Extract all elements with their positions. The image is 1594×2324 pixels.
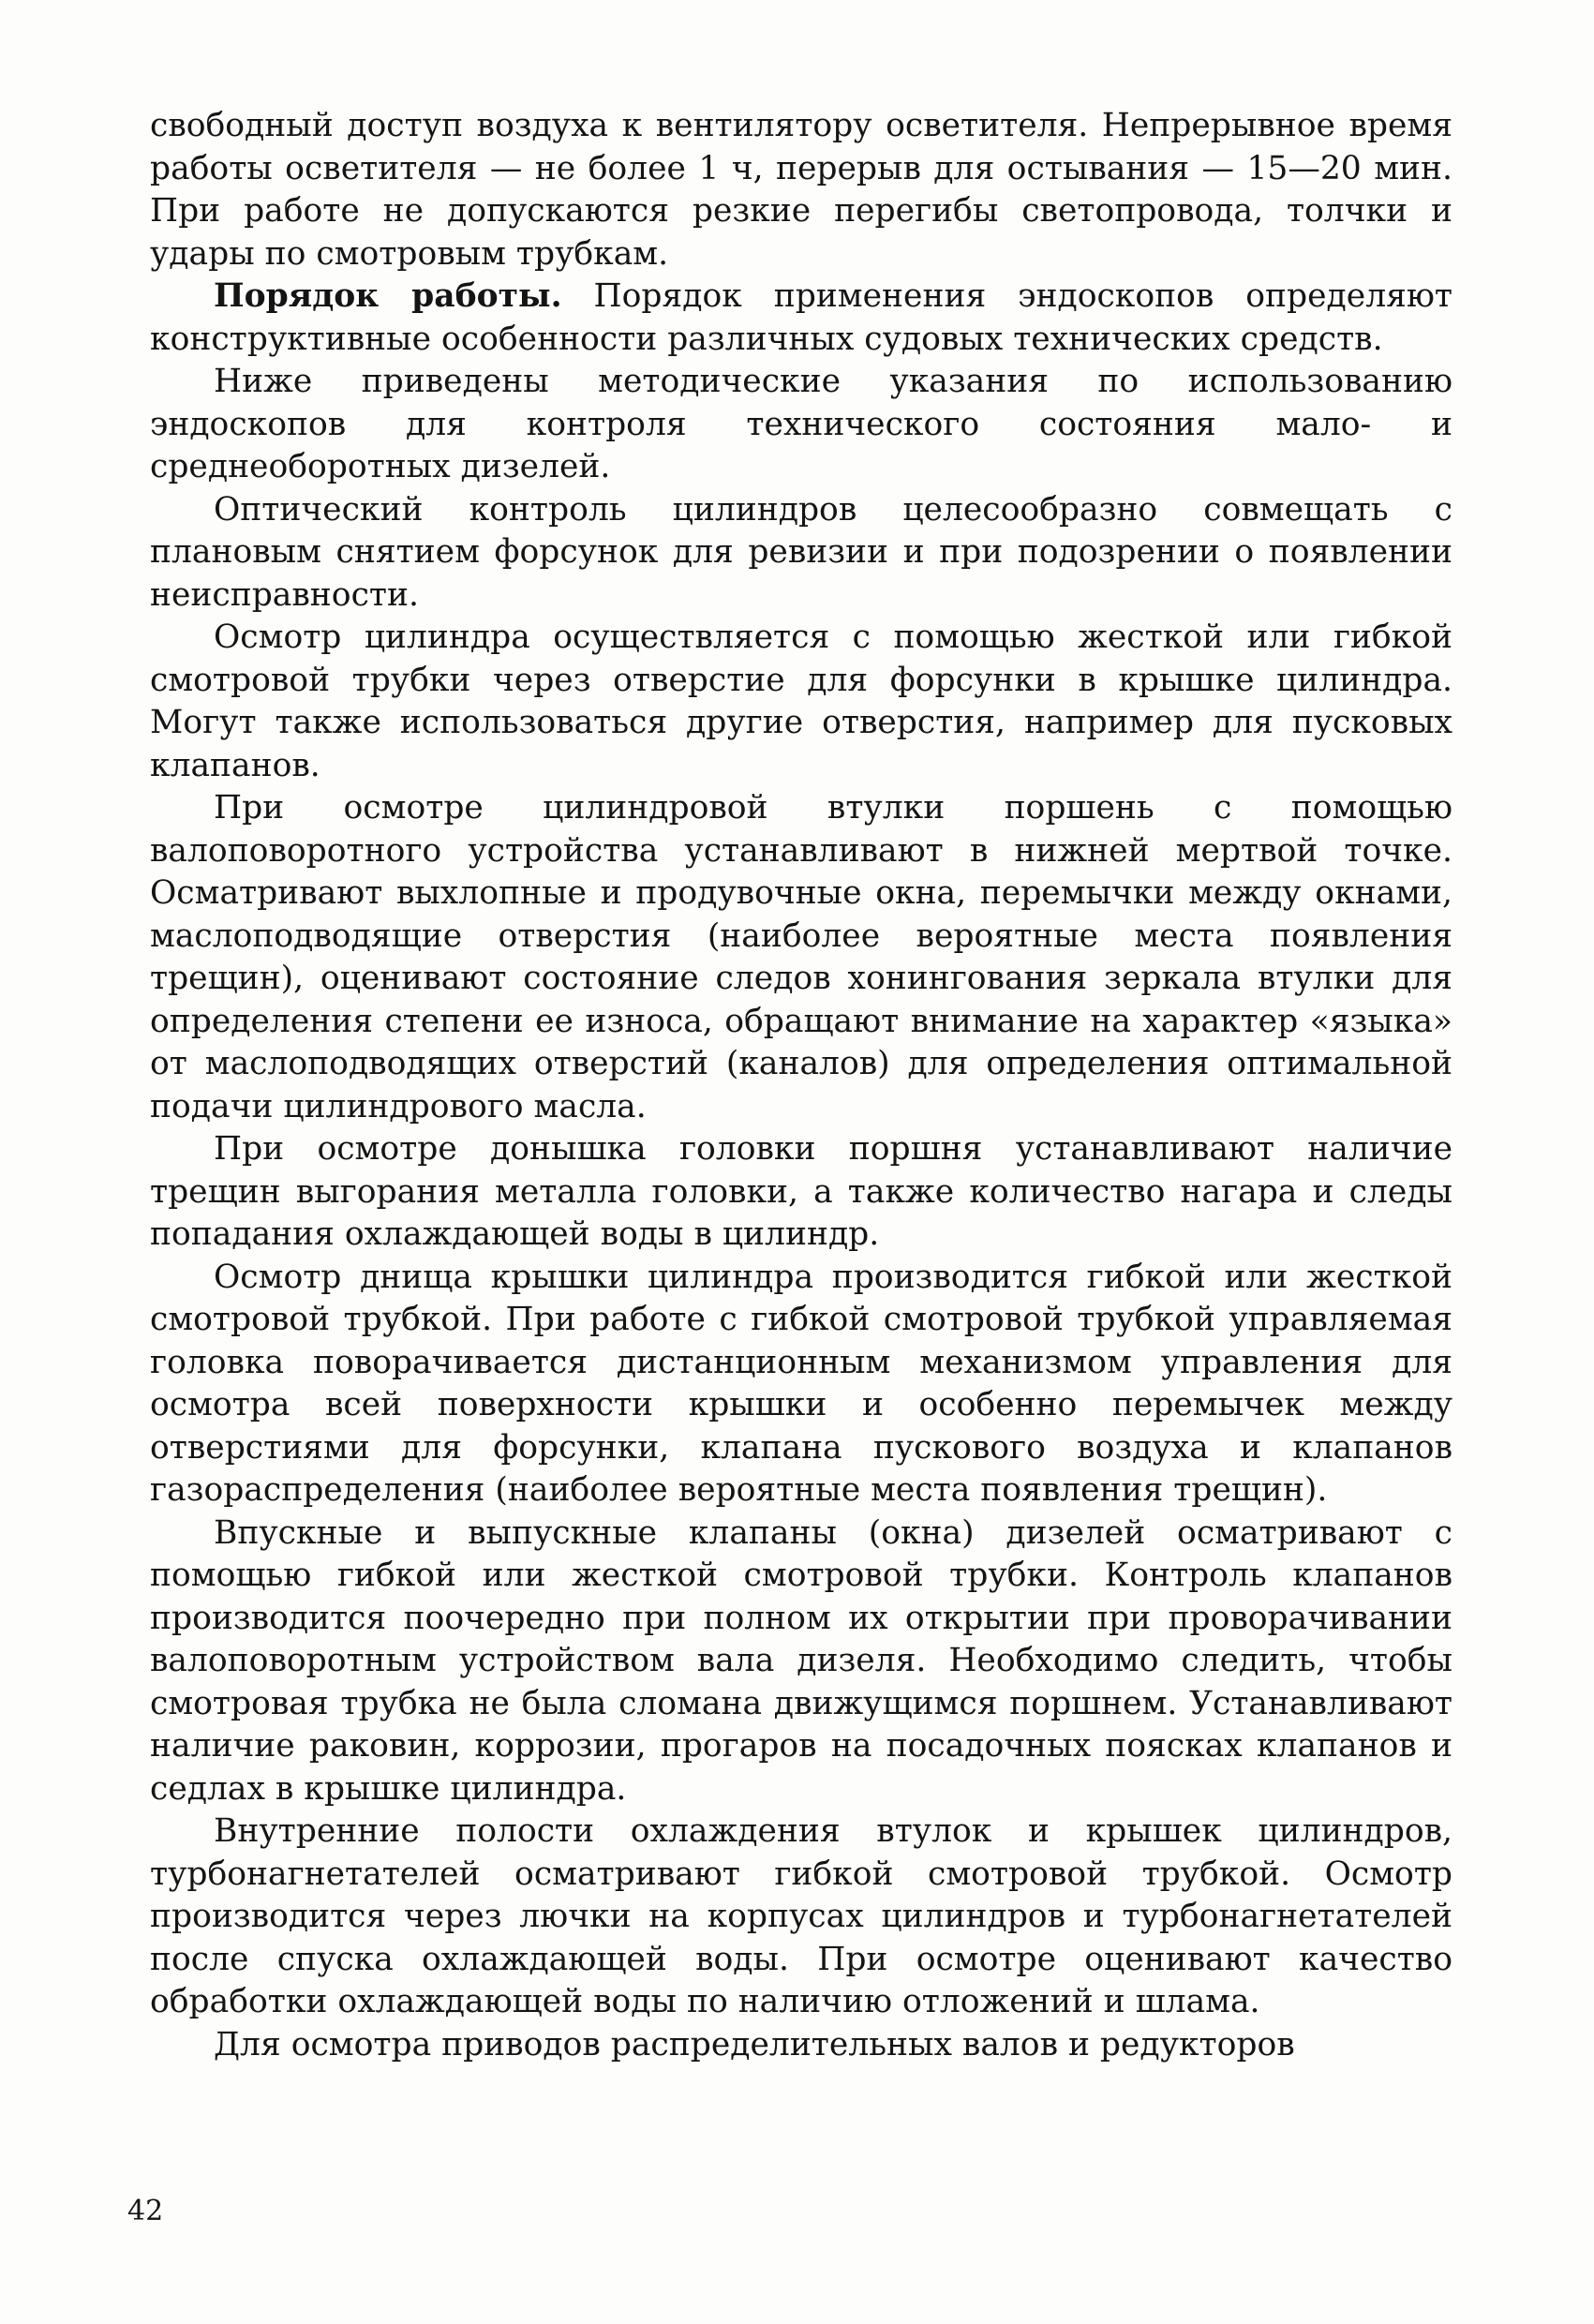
paragraph-6	[150, 787, 1452, 1128]
paragraph-2	[150, 276, 1452, 361]
paragraph-text: Оптический контроль цилиндров целесообразно совмещать с плановым снятием форсунок для ревизии и при подозрении о появлении неисправности.	[150, 490, 1452, 614]
body-text	[150, 105, 1452, 2066]
paragraph-8	[150, 1257, 1452, 1512]
paragraph-text: Порядок применения эндоскопов определяют конструктивные особенности различных судовых технических средств.	[150, 277, 1452, 358]
paragraph-3	[150, 361, 1452, 489]
paragraph-7	[150, 1128, 1452, 1257]
paragraph-10	[150, 1810, 1452, 2024]
paragraph-4	[150, 489, 1452, 618]
paragraph-5	[150, 617, 1452, 787]
paragraph-text: При осмотре донышка головки поршня устанавливают наличие трещин выгорания металла головки, а также количество нагара и следы попадания охлаждающей воды в цилиндр.	[150, 1130, 1452, 1253]
paragraph-text: При осмотре цилиндровой втулки поршень с помощью валоповоротного устройства устанавливают в нижней мертвой точке. Осматривают выхлопные и продувочные окна, перемычки между окнами, маслоподводящие отверстия (наиболее вероятные места появления трещин), оценивают состояние следов хонингования зеркала втулки для определения степени ее износа, обращают внимание на характер «языка» от маслоподводящих отверстий (каналов) для определения оптимальной подачи цилиндрового масла.	[150, 789, 1452, 1125]
paragraph-text: Осмотр цилиндра осуществляется с помощью жесткой или гибкой смотровой трубки через отверстие для форсунки в крышке цилиндра. Могут также использоваться другие отверстия, например для пусковых клапанов.	[150, 618, 1452, 784]
page-number: 42	[127, 2195, 164, 2227]
paragraph-text: Внутренние полости охлаждения втулок и крышек цилиндров, турбонагнетателей осматривают гибкой смотровой трубкой. Осмотр производится через лючки на корпусах цилиндров и турбонагнетателей после спуска охлаждающей воды. При осмотре оценивают качество обработки охлаждающей воды по наличию отложений и шлама.	[150, 1812, 1452, 2020]
paragraph-text: Осмотр днища крышки цилиндра производится гибкой или жесткой смотровой трубкой. При работе с гибкой смотровой трубкой управляемая головка поворачивается дистанционным механизмом управления для осмотра всей поверхности крышки и особенно перемычек между отверстиями для форсунки, клапана пускового воздуха и клапанов газораспределения (наиболее вероятные места появления трещин).	[150, 1258, 1452, 1509]
section-heading-inline: Порядок работы.	[214, 277, 562, 315]
paragraph-11	[150, 2024, 1452, 2067]
paragraph-text: Для осмотра приводов распределительных валов и редукторов	[214, 2025, 1295, 2063]
paragraph-9	[150, 1512, 1452, 1811]
paragraph-text: свободный доступ воздуха к вентилятору осветителя. Непрерывное время работы осветителя — не более 1 ч, перерыв для остывания — 15—20 мин. При работе не допускаются резкие перегибы светопровода, толчки и удары по смотровым трубкам.	[150, 107, 1452, 273]
paragraph-text: Впускные и выпускные клапаны (окна) дизелей осматривают с помощью гибкой или жесткой смотровой трубки. Контроль клапанов производится поочередно при полном их открытии при проворачивании валоповоротным устройством вала дизеля. Необходимо следить, чтобы смотровая трубка не была сломана движущимся поршнем. Устанавливают наличие раковин, коррозии, прогаров на посадочных поясках клапанов и седлах в крышке цилиндра.	[150, 1513, 1452, 1808]
paragraph-text: Ниже приведены методические указания по использованию эндоскопов для контроля технического состояния мало- и среднеоборотных дизелей.	[150, 363, 1452, 485]
paragraph-1	[150, 105, 1452, 276]
